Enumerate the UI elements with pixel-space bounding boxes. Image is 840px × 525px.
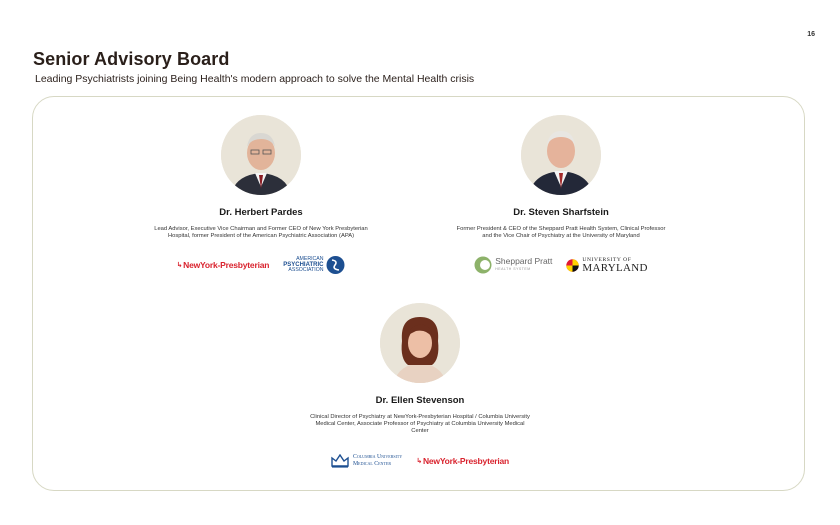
portrait-pardes [221, 115, 301, 195]
advisor-bio: Former President & CEO of the Sheppard Pratt Health System, Clinical Professor and the Vice Chair of Psychiatry at the University of Maryland [456, 226, 666, 240]
umd-line1: UNIVERSITY OF [582, 257, 632, 264]
advisor-card-sharfstein [431, 115, 691, 278]
sheppard-pratt-name: Sheppard Pratt [495, 256, 553, 267]
columbia-university-medical-center-logo [331, 454, 402, 468]
cu-line2: Medical Center [352, 460, 392, 467]
nyp-logo-text: NewYork-Presbyterian [422, 455, 510, 466]
advisor-bio: Clinical Director of Psychiatry at NewYork-Presbyterian Hospital / Columbia University Medical Center, Associate Professor of Psychiatry at Columbia University Medical Center [310, 414, 530, 435]
maryland-flag-icon [566, 259, 579, 272]
umd-line2: MARYLAND [582, 262, 648, 275]
advisor-bio: Lead Advisor, Executive Vice Chairman and Former CEO of New York Presbyterian Hospital, former President of the American Psychiatric Association (APA) [154, 226, 368, 240]
nyp-logo-text: NewYork-Presbyterian [183, 260, 270, 271]
affiliation-logos [290, 448, 550, 474]
university-of-maryland-logo [566, 257, 647, 273]
apa-emblem-icon [326, 255, 345, 275]
page-subtitle: Leading Psychiatrists joining Being Health's modern approach to solve the Mental Health crisis [35, 73, 475, 85]
sheppard-pratt-emblem-icon [474, 256, 492, 274]
portrait-stevenson [380, 303, 460, 383]
advisor-card-stevenson [290, 303, 550, 474]
apa-logo [283, 255, 345, 275]
nyp-arrow-icon: ↳ [416, 457, 422, 465]
page-title: Senior Advisory Board [33, 49, 230, 69]
newyork-presbyterian-logo [177, 260, 270, 270]
newyork-presbyterian-logo [416, 456, 509, 466]
advisor-name: Dr. Steven Sharfstein [513, 207, 609, 218]
affiliation-logos [131, 252, 391, 278]
page-number: 16 [807, 31, 815, 38]
apa-line3: ASSOCIATION [288, 267, 324, 274]
advisor-card-pardes [131, 115, 391, 278]
affiliation-logos [431, 252, 691, 278]
nyp-arrow-icon: ↳ [176, 262, 183, 270]
portrait-sharfstein [521, 115, 601, 195]
advisor-name: Dr. Ellen Stevenson [375, 395, 465, 406]
sheppard-pratt-sub: HEALTH SYSTEM [495, 267, 531, 272]
columbia-crown-icon [331, 454, 349, 468]
apa-line1: AMERICAN [296, 256, 324, 263]
apa-line2: PSYCHIATRIC [283, 261, 324, 268]
sheppard-pratt-logo [474, 256, 552, 274]
advisor-name: Dr. Herbert Pardes [219, 207, 303, 218]
cu-line1: Columbia University [352, 453, 403, 460]
